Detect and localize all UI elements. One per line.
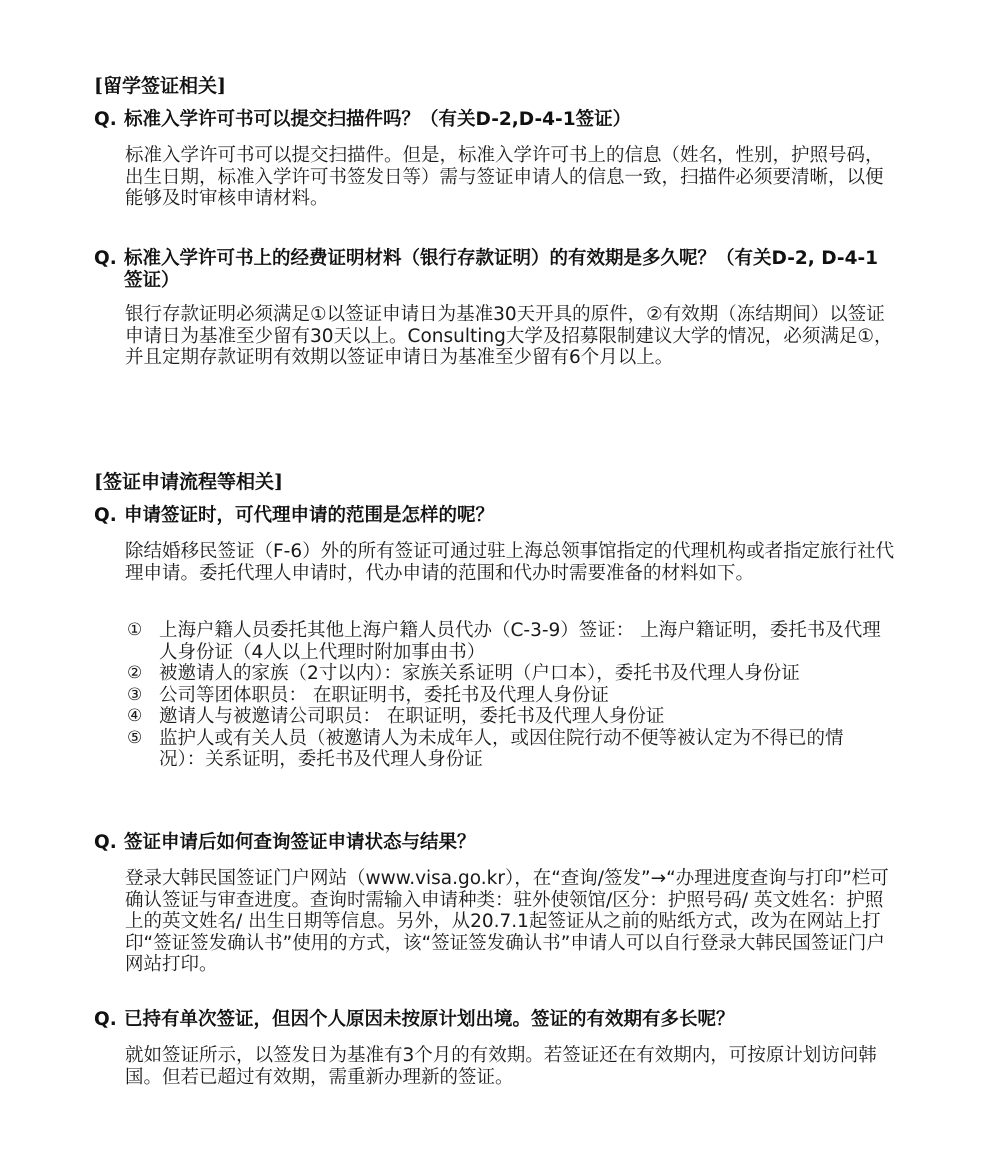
question-mark: Q.	[94, 832, 117, 853]
list-number: ⑤	[127, 727, 143, 748]
list-item	[125, 685, 885, 707]
question-text: 标准入学许可书上的经费证明材料（银行存款证明）的有效期是多久呢？（有关D-2, D-4-1签证）	[124, 248, 879, 291]
answer-5: 就如签证所示，以签发日为基准有3个月的有效期。若签证还在有效期内，可按原计划访问韩国。但若已超过有效期，需重新办理新的签证。	[125, 1045, 877, 1088]
question-mark: Q.	[94, 109, 117, 130]
section-title-study-visa: [留学签证相关]	[94, 75, 226, 97]
question-text: 申请签证时，可代理申请的范围是怎样的呢？	[124, 505, 495, 526]
list-text: 公司等团体职员： 在职证明书，委托书及代理人身份证	[159, 684, 609, 706]
question-4	[94, 832, 884, 854]
question-1	[94, 109, 884, 131]
answer-2: 银行存款证明必须满足①以签证申请日为基准30天开具的原件，②有效期（冻结期间）以签证申请日为基准至少留有30天以上。Consulting大学及招募限制建议大学的情况，必须满足①，并且定期存款证明有效期以签证申请日为基准至少留有6个月以上。	[125, 304, 893, 368]
answer-4: 登录大韩民国签证门户网站（www.visa.go.kr），在“查询/签发”→“办理进度查询与打印”栏可确认签证与审查进度。查询时需输入申请种类：驻外使领馆/区分：护照号码/ 英文姓名：护照上的英文姓名/ 出生日期等信息。另外，从20.7.1起签证从之前的贴纸方式，改为在网站上打印“签证签发确认书”使用的方式，该“签证签发确认书”申请人可以自行登录大韩民国签证门户网站打印。	[125, 868, 889, 975]
question-text: 标准入学许可书可以提交扫描件吗？（有关D-2,D-4-1签证）	[124, 109, 632, 130]
question-text: 已持有单次签证，但因个人原因未按原计划出境。签证的有效期有多长呢？	[124, 1009, 735, 1030]
question-2	[94, 248, 884, 292]
list-number: ④	[127, 706, 143, 726]
question-mark: Q.	[94, 1009, 117, 1030]
list-number: ②	[127, 663, 143, 683]
question-text: 签证申请后如何查询签证申请状态与结果？	[124, 832, 476, 853]
list-number: ①	[127, 620, 143, 640]
list-text: 邀请人与被邀请公司职员： 在职证明，委托书及代理人身份证	[159, 706, 665, 727]
list-text: 上海户籍人员委托其他上海户籍人员代办（C-3-9）签证： 上海户籍证明，委托书及代理人身份证（4人以上代理时附加事由书）	[159, 620, 881, 663]
list-item	[125, 728, 885, 771]
list-number: ③	[127, 684, 143, 705]
list-text: 监护人或有关人员（被邀请人为未成年人，或因住院行动不便等被认定为不得已的情况）：关系证明，委托书及代理人身份证	[159, 727, 844, 770]
agent-materials-list	[125, 620, 885, 771]
list-item	[125, 706, 885, 728]
section-title-visa-process: [签证申请流程等相关]	[94, 471, 283, 493]
question-5	[94, 1009, 884, 1031]
list-text: 被邀请人的家族（2寸以内）：家族关系证明（户口本），委托书及代理人身份证	[159, 663, 800, 684]
list-item	[125, 620, 885, 663]
answer-1: 标准入学许可书可以提交扫描件。但是，标准入学许可书上的信息（姓名，性别，护照号码，出生日期，标准入学许可书签发日等）需与签证申请人的信息一致，扫描件必须要清晰，以便能够及时审核申请材料。	[125, 145, 884, 209]
answer-3: 除结婚移民签证（F-6）外的所有签证可通过驻上海总领事馆指定的代理机构或者指定旅行社代理申请。委托代理人申请时，代办申请的范围和代办时需要准备的材料如下。	[125, 541, 895, 584]
question-3	[94, 505, 884, 527]
question-mark: Q.	[94, 248, 117, 269]
question-mark: Q.	[94, 505, 117, 526]
list-item	[125, 663, 885, 685]
